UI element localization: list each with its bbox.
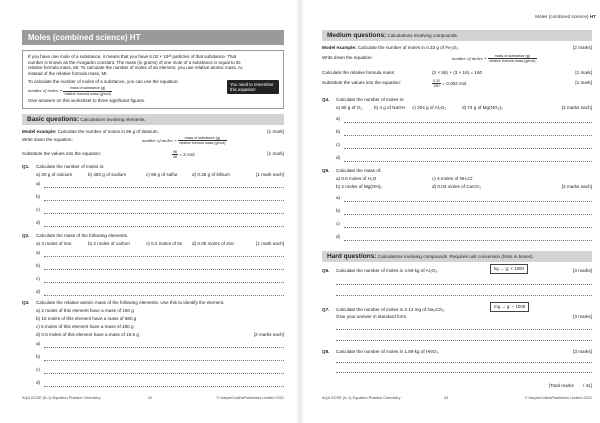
q5-answer-b[interactable] [336,208,592,216]
equation-fraction [63,86,111,96]
q2-text: Calculate the mass of the following elements. [36,233,129,238]
q3-answer-b[interactable] [36,354,284,362]
right-page [308,0,600,423]
q5-option-c: c) 4 moles of NH₄Cl [432,176,473,181]
intro-paragraph: If you have one mole of a substance, it means that you have 6.02 × 10²³ particles of that substance. That number is known as the Avogadro constant. The mass (in grams) of one mole of a substance is equal to its relative formula mass, Mr. To calculate the number of moles of an element, you use relative atomic mass, Ar, instead of the relative formula mass, Mr. [28,54,244,76]
answer-label: b) [336,129,341,134]
question-q5 [322,168,592,175]
q3-answer-d[interactable] [36,380,284,388]
medium-sub-fraction [432,79,441,89]
q3-option-b-row [22,316,284,323]
q5-answer-a[interactable] [336,195,592,203]
q4-answer-a[interactable] [336,116,592,124]
medium-eq-lhs: number of moles = [452,56,487,62]
q1-options [22,172,284,179]
q5-options-row1 [322,176,592,183]
medium-sub-result: = 0.002 mol [442,81,467,87]
q8-answer-line[interactable] [336,372,592,373]
basic-heading: Basic questions: [27,116,80,123]
q3-option-d: d) 0.5 moles of this element have a mass of 19.5 g [36,332,139,337]
q4-options [322,105,592,112]
medium-write-label: Write down the equation: [322,55,373,60]
write-eq-num: mass of substance (g) [178,136,226,141]
answer-line [44,187,284,188]
q6-text: Calculate the number of moles in 4.59 kg of Al₂O₃. [336,268,439,273]
answer-label: d) [36,289,41,294]
answer-line [344,161,592,162]
q5-answer-c[interactable] [336,221,592,229]
answer-line [44,213,284,214]
substitute-fraction [172,150,178,160]
sub-result: = 2 mol [179,152,195,158]
q4-option-d: d) 74 g of Mg(NO₃)₂ [462,105,503,110]
q2-option-b: b) 2 moles of carbon [88,241,130,246]
answer-line [344,122,592,123]
model-marks: [1 mark] [267,129,284,134]
book-gutter [296,0,304,423]
q3-option-a: a) 2 moles of this element have a mass of 150 g [36,308,134,313]
q6-answer-line[interactable] [336,295,592,296]
answer-line [44,200,284,201]
intro-box [22,50,284,109]
write-equation [142,136,227,146]
medium-sub-values [432,79,466,89]
q8-number: Q8. [322,349,330,354]
answer-label: b) [36,354,41,359]
medium-subheading: Calculations involving compounds. [387,33,458,38]
equation-lhs: number of moles = [28,88,63,94]
answer-label: c) [336,221,340,226]
answer-label: c) [36,367,40,372]
answer-label: d) [336,155,341,160]
sub-num: 96 [173,150,177,154]
substitute-marks: [1 mark] [267,151,284,156]
answer-label: b) [36,263,41,268]
left-page [0,0,292,423]
basic-section-header [22,114,284,125]
answer-label: a) [36,250,41,255]
medium-calc-value: (2 × 56) + (3 × 16) = 160 [432,70,483,75]
answer-label: d) [336,234,341,239]
equation-denominator: relative formula mass (g/mol) [64,91,111,96]
hard-section-header [322,251,592,262]
q4-marks: [2 marks each] [561,105,592,110]
footer-page-number: 43 [444,396,449,401]
question-q2 [22,233,284,240]
q3-option-b: b) 10 moles of this element have a mass of 560 g [36,316,137,321]
q7-marks: [3 marks] [573,314,592,319]
q6-marks: [3 marks] [573,268,592,273]
footer-copyright: © HarperCollinsPublishers Limited 2021 [524,396,592,401]
running-header [535,14,596,20]
medium-sub-marks: [1 mark] [575,80,592,85]
substitute-values [172,150,194,160]
running-header-tier: HT [589,14,596,19]
q1-answer-b[interactable] [36,194,284,202]
q5-text: Calculate the mass of: [336,168,382,173]
q4-answer-c[interactable] [336,142,592,150]
basic-write-equation [22,137,284,147]
q4-option-a: a) 80 g of O₂ [336,105,363,110]
hard-subheading: Calculations involving compounds. Requires unit conversion (hints in boxes). [377,254,534,259]
q2-answer-a[interactable] [36,250,284,258]
q1-marks: [1 mark each] [256,172,284,177]
answer-line [44,360,284,361]
sub-den: 48 [173,155,177,160]
q3-answer-c[interactable] [36,367,284,375]
answer-line [44,295,284,296]
medium-sub-label: Substitute the values into the equation: [322,80,402,85]
q2-answer-c[interactable] [36,276,284,284]
basic-substitute [22,151,284,161]
q1-option-a: a) 20 g of calcium [36,172,73,177]
medium-eq-den: relative formula mass (g/mol) [489,59,536,64]
q5-number: Q5. [322,168,330,173]
q6-answer-line[interactable] [336,284,592,285]
tip-callout: You need to remember this equation! [227,80,279,94]
answer-line [44,373,284,374]
answer-line [44,347,284,348]
answer-line [344,148,592,149]
answer-line [44,256,284,257]
footer-copyright: © HarperCollinsPublishers Limited 2021 [216,396,284,401]
answer-line [344,227,592,228]
basic-model-example [22,129,284,136]
q7-answer-line[interactable] [336,329,592,330]
q1-text: Calculate the number of moles in: [36,164,105,169]
q5-option-a: a) 0.6 moles of H₂O [336,176,377,181]
answer-label: a) [336,116,341,121]
medium-model-text: Calculate the number of moles in 0.32 g of Fe₂O₃. [357,45,460,50]
q2-options [22,241,284,248]
footer-book-title: AQA GCSE (9–1) Equation Practice Chemistry [322,396,401,401]
model-label: Model example: [22,129,57,134]
q1-answer-d[interactable] [36,220,284,228]
total-marks-label: [Total marks [549,383,574,388]
medium-eq-num: mass of substance (g) [488,54,536,59]
q3-option-c-row [22,324,284,331]
q7-text: Calculate the number of moles in 2.12 mg of Na₂CO₃. [336,307,446,312]
q2-answer-b[interactable] [36,263,284,271]
total-marks-value: / 41] [583,383,592,388]
footer-book-title: AQA GCSE (9–1) Equation Practice Chemistry [22,396,101,401]
question-q8 [322,349,592,356]
q6-hint-box: kg → g: × 1000 [490,264,528,274]
q3-marks: [2 marks each] [253,332,284,337]
answer-line [44,269,284,270]
q3-option-c: c) 5 moles of this element have a mass of 480 g [36,324,134,329]
q4-option-b: b) 4 g of NaOH [374,105,405,110]
total-marks [549,383,592,389]
answer-label: d) [36,380,41,385]
q7-text-line2: Give your answer in standard form. [336,314,408,319]
basic-subheading: Calculations involving elements. [80,117,146,122]
q5-answer-d[interactable] [336,234,592,242]
q4-answer-b[interactable] [336,129,592,137]
medium-substitute [322,80,592,90]
q2-option-a: a) 3 moles of iron [36,241,72,246]
hard-heading: Hard questions: [327,253,377,260]
q7-hint-box: mg → g: ÷ 1000 [490,302,529,312]
answer-line [44,282,284,283]
equation-numerator: mass of substance (g) [63,86,111,91]
medium-calc-marks: [1 mark] [575,70,592,75]
medium-relative-mass [322,70,592,77]
answer-line [344,201,592,202]
footer-page-number: 42 [148,396,153,401]
question-q3 [22,300,284,307]
q3-answer-a[interactable] [36,341,284,349]
q7-number: Q7. [322,307,330,312]
answer-label: a) [336,195,341,200]
question-q1 [22,164,284,171]
medium-model-marks: [2 marks] [573,45,592,50]
answer-line [44,226,284,227]
q4-option-c: c) 204 g of Al₂O₃ [412,105,447,110]
q1-answer-a[interactable] [36,181,284,189]
question-q7 [322,307,592,314]
q3-number: Q3. [22,300,30,305]
q2-marks: [1 mark each] [256,241,284,246]
answer-label: b) [336,208,341,213]
medium-eq-fraction [488,54,536,64]
q1-option-c: c) 96 g of sulfur [146,172,178,177]
medium-sub-num: 0.32 [433,79,440,83]
q3-text: Calculate the relative atomic mass of the following elements. Use this to identify the element. [36,300,225,305]
answer-label: a) [36,181,41,186]
answer-label: b) [36,194,41,199]
q1-answer-c[interactable] [36,207,284,215]
q6-number: Q6. [322,268,330,273]
write-eq-fraction [178,136,226,146]
q7-line2 [322,314,592,321]
answer-line [344,214,592,215]
medium-model-label: Model example: [322,45,357,50]
question-q4 [322,97,592,104]
medium-calc-label: Calculate the relative formula mass: [322,70,396,75]
q1-option-b: b) 460 g of sodium [88,172,127,177]
write-label: Write down the equation: [22,137,73,142]
medium-heading: Medium questions: [327,32,387,39]
intro-sig-figs: Give answers on this worksheet to three significant figures. [28,98,146,104]
q2-answer-d[interactable] [36,289,284,297]
q3-option-a-row [22,308,284,315]
q2-option-c: c) 0.2 moles of tin [146,241,183,246]
q5-option-d: d) 0.03 moles of CaCO₃ [432,184,481,189]
q1-option-d: d) 0.35 g of lithium [192,172,230,177]
answer-line [344,135,592,136]
q7-answer-line[interactable] [336,340,592,341]
q3-option-d-row [22,332,284,339]
medium-model-example [322,45,592,52]
medium-write-equation-expr [452,54,537,64]
q4-answer-d[interactable] [336,155,592,163]
answer-label: a) [36,341,41,346]
running-header-title: Moles (combined science) [535,14,589,19]
model-text: Calculate the number of moles in 96 g of titanium. [57,129,159,134]
substitute-label: Substitute the values into the equation: [22,151,102,156]
answer-label: c) [36,276,40,281]
q5-marks: [2 marks each] [561,184,592,189]
medium-section-header [322,30,592,41]
q5-option-b: b) 2 moles of Mg(OH)₂ [336,184,382,189]
q4-text: Calculate the number of moles in: [336,97,405,102]
page-title: Moles (combined science) HT [22,30,284,45]
answer-line [44,386,284,387]
q4-number: Q4. [322,97,330,102]
q8-text: Calculate the number of moles in 1.89 kg of HNO₃. [336,349,440,354]
write-eq-den: relative formula mass (g/mol) [179,141,226,146]
q2-number: Q2. [22,233,30,238]
medium-sub-den: 160 [433,84,440,89]
intro-equation-lead: To calculate the number of moles of a substance, you can use the equation: [28,78,179,84]
q8-marks: [3 marks] [573,349,592,354]
answer-label: d) [36,220,41,225]
write-eq-lhs: number of moles = [142,138,177,144]
answer-label: c) [336,142,340,147]
medium-write-equation [322,55,592,65]
question-q6 [322,268,592,275]
answer-line [344,240,592,241]
answer-label: c) [36,207,40,212]
q5-options-row2 [322,184,592,191]
q2-option-d: d) 0.05 moles of zinc [192,241,235,246]
q8-answer-line[interactable] [336,362,592,363]
q1-number: Q1. [22,164,30,169]
